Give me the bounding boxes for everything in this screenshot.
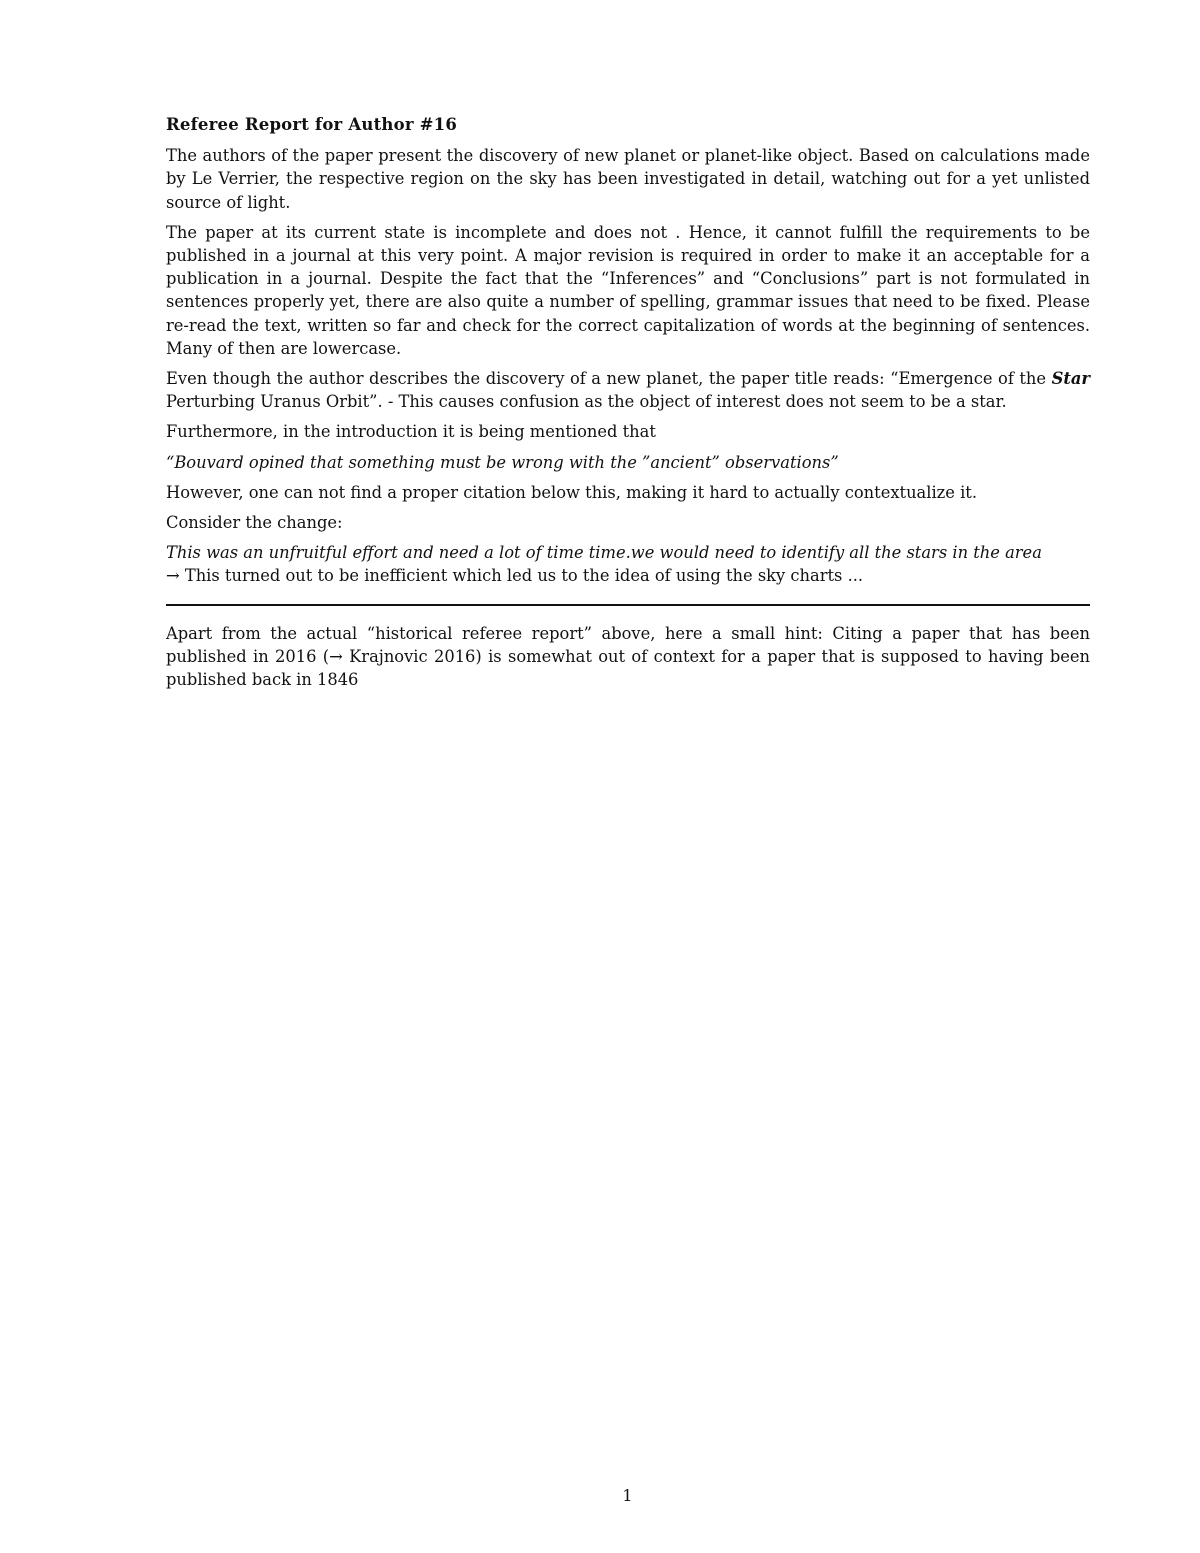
paragraph-hint: Apart from the actual “historical referee report” above, here a small hint: Citing a paper that has been published in 2016 (→ Krajnovic 2016) is somewhat out of context for a paper that is supposed to having been published back in 1846 [166, 623, 1090, 690]
quote-bouvard: “Bouvard opined that something must be wrong with the ”ancient” observations” [166, 452, 839, 472]
arrow-icon: → [166, 566, 180, 586]
paragraph-summary: The authors of the paper present the discovery of new planet or planet-like object. Based on calculations made by Le Verrier, the respective region on the sky has been investigated in detail, watching out for a yet unlisted source of light. [166, 146, 1090, 212]
paragraph-citation: However, one can not find a proper citation below this, making it hard to actually contextualize it. [166, 482, 977, 502]
paragraph-change-suggestion [166, 541, 1090, 587]
paragraph-introduction: Furthermore, in the introduction it is being mentioned that [166, 422, 656, 442]
horizontal-divider [166, 604, 1090, 606]
page-number: 1 [622, 1486, 633, 1505]
title-issue-text-before: Even though the author describes the discovery of a new planet, the paper title reads: “Emergence of the [166, 369, 1052, 389]
emphasized-word-star: Star [1051, 369, 1090, 389]
report-title: Referee Report for Author #16 [166, 115, 458, 134]
suggested-text: This turned out to be inefficient which led us to the idea of using the sky charts ... [179, 566, 864, 586]
paragraph-title-issue [166, 367, 1090, 413]
paragraph-consider-change: Consider the change: [166, 513, 343, 533]
quote-original-text: This was an unfruitful effort and need a lot of time time.we would need to identify all the stars in the area [166, 543, 1042, 563]
report-body [166, 113, 1090, 698]
paragraph-assessment: The paper at its current state is incomplete and does not . Hence, it cannot fulfill the requirements to be published in a journal at this very point. A major revision is required in order to make it an acceptable for a publication in a journal. Despite the fact that the “Inferences” and “Conclusions” part is not formulated in sentences properly yet, there are also quite a number of spelling, grammar issues that need to be fixed. Please re-read the text, written so far and check for the correct capitalization of words at the beginning of sentences. Many of then are lowercase. [166, 222, 1090, 358]
title-issue-text-after: Perturbing Uranus Orbit”. - This causes confusion as the object of interest does not seem to be a star. [166, 392, 1007, 412]
